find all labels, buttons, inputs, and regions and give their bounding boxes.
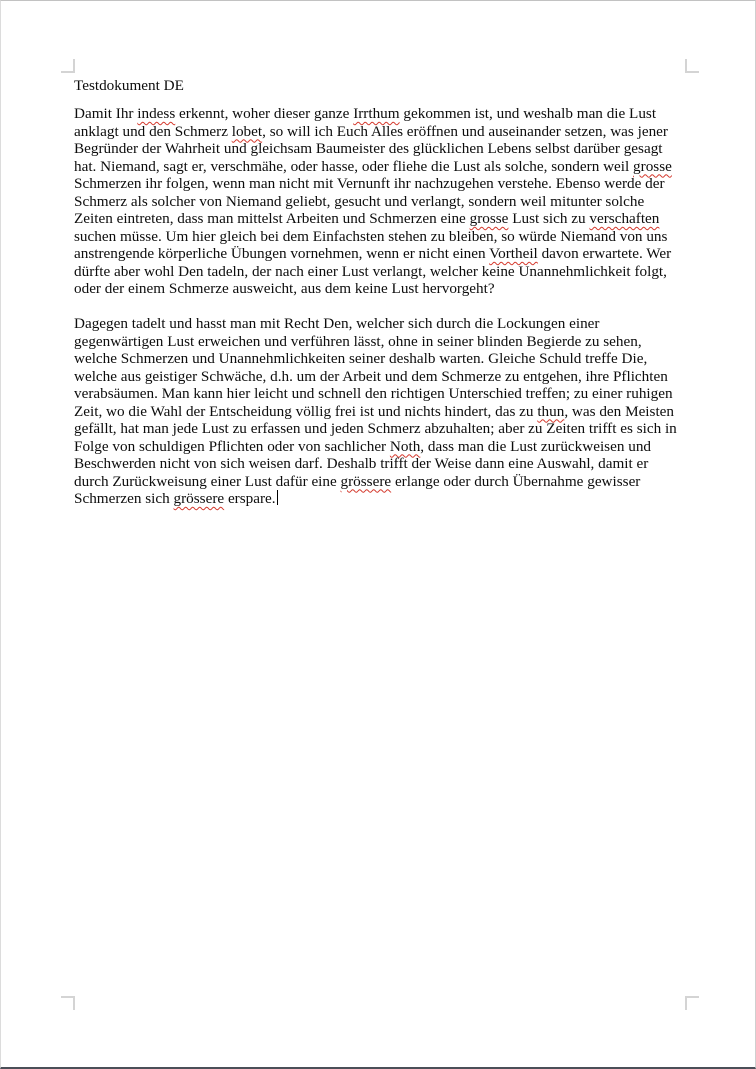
text-line[interactable]: Dagegen tadelt und hasst man mit Recht Den, welcher sich durch die Lockungen einer — [74, 315, 600, 332]
misspelled-word: grosse — [469, 210, 509, 227]
text-boundary-corner-bottom-left-icon — [61, 996, 75, 1010]
text-line[interactable]: welche aus geistiger Schwäche, d.h. um der Arbeit und dem Schmerze zu entgehen, ihre Pflichten — [74, 367, 668, 385]
misspelled-word: Irrthum — [353, 105, 400, 122]
document-title-line[interactable]: Testdokument DE — [74, 77, 184, 94]
text-line[interactable]: hat. Niemand, sagt er, verschmähe, oder hasse, oder fliehe die Lust als solche, sondern weil grosse — [74, 157, 672, 175]
misspelled-word: indess — [137, 105, 176, 122]
text-line[interactable]: oder der einem Schmerze ausweicht, aus dem keine Lust hervorgeht? — [74, 280, 495, 297]
text-line[interactable]: durch Zurückweisung einer Lust dafür eine grössere erlange oder durch Übernahme gewisser — [74, 472, 641, 490]
document-text-area[interactable] — [74, 77, 698, 508]
text-line[interactable]: Beschwerden nicht von sich weisen darf. Deshalb trifft der Weise dann eine Auswahl, damit er — [74, 455, 649, 472]
misspelled-word: Vortheil — [489, 245, 538, 262]
text-line[interactable]: Zeiten eintreten, dass man mittelst Arbeiten und Schmerzen eine grosse Lust sich zu verschaften — [74, 210, 660, 227]
text-line[interactable]: gegenwärtigen Lust erweichen und verführen lässt, ohne in seiner blinden Begierde zu sehen, — [74, 332, 642, 350]
text-line[interactable]: dürfte aber wohl Den tadeln, der nach einer Lust verlangt, welcher keine Unannehmlichkeit folgt, — [74, 262, 667, 280]
text-line[interactable]: anstrengende körperliche Übungen vornehmen, wenn er nicht einen Vortheil davon erwartete. Wer — [74, 245, 672, 262]
text-line[interactable]: Schmerzen sich grössere erspare. — [74, 490, 698, 508]
text-line[interactable]: Folge von schuldigen Pflichten oder von sachlicher Noth, dass man die Lust zurückweisen und — [74, 437, 652, 455]
document-paragraphs[interactable] — [74, 105, 698, 508]
text-line[interactable]: gefällt, hat man jede Lust zu erfassen und jeden Schmerz abzuhalten; aber zu Zeiten trifft es sich in — [74, 420, 677, 437]
misspelled-word: grössere — [340, 472, 392, 490]
misspelled-word: grössere — [173, 490, 225, 507]
misspelled-word: thun — [537, 402, 565, 420]
text-line[interactable]: Schmerz als solcher von Niemand geliebt, gesucht und verlangt, sondern weil mitunter solche — [74, 192, 645, 210]
text-boundary-corner-top-right-icon — [685, 59, 699, 73]
text-line[interactable]: Begründer der Wahrheit und gleichsam Baumeister des glücklichen Lebens selbst darüber gesagt — [74, 140, 663, 157]
text-boundary-corner-bottom-right-icon — [685, 996, 699, 1010]
text-line[interactable]: Schmerzen ihr folgen, wenn man nicht mit Vernunft ihr nachzugehen verstehe. Ebenso werde der — [74, 175, 665, 192]
text-boundary-corner-top-left-icon — [61, 59, 75, 73]
text-line[interactable]: suchen müsse. Um hier gleich bei dem Einfachsten stehen zu bleiben, so würde Niemand von uns — [74, 227, 668, 245]
misspelled-word: lobet — [231, 122, 263, 140]
text-line[interactable]: Damit Ihr indess erkennt, woher dieser ganze Irrthum gekommen ist, und weshalb man die Lust — [74, 105, 657, 122]
empty-line — [74, 298, 698, 316]
misspelled-word: Noth — [389, 437, 421, 455]
text-line[interactable]: anklagt und den Schmerz lobet, so will ich Euch Alles eröffnen und auseinander setzen, was jener — [74, 122, 668, 140]
misspelled-word: verschaften — [589, 210, 660, 227]
text-line[interactable]: Zeit, wo die Wahl der Entscheidung völlig frei ist und nichts hindert, das zu thun, was den Meisten — [74, 402, 674, 420]
text-cursor — [277, 490, 279, 505]
text-line[interactable]: welche Schmerzen und Unannehmlichkeiten seiner deshalb warten. Gleiche Schuld treffe Die, — [74, 350, 648, 367]
misspelled-word: grosse — [633, 157, 672, 175]
text-line[interactable]: verabsäumen. Man kann hier leicht und schnell den richtigen Unterschied treffen; zu einer ruhigen — [74, 385, 673, 402]
title-body-spacer — [74, 95, 698, 106]
